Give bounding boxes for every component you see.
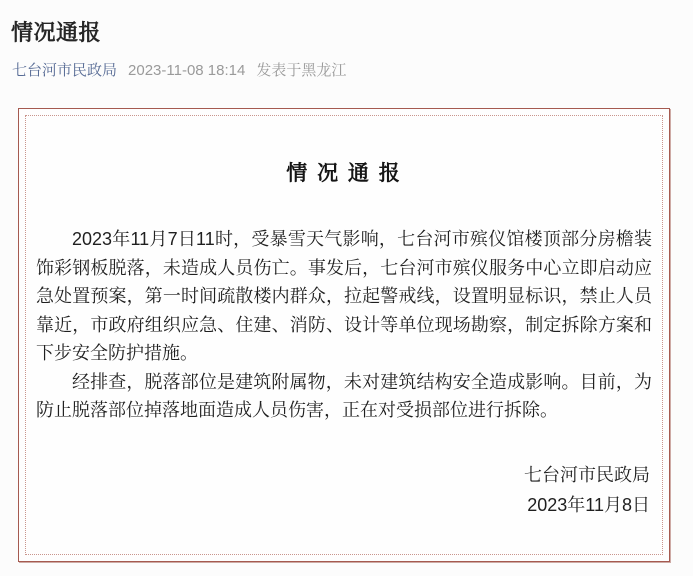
signature-org: 七台河市民政局 <box>524 464 650 485</box>
page-title: 情况通报 <box>11 20 102 45</box>
account-name-link[interactable]: 七台河市民政局 <box>12 62 118 79</box>
notice-paragraph-1: 2023年11月7日11时，受暴雪天气影响，七台河市殡仪馆楼顶部分房檐装饰彩钢板脱落，未造成人员伤亡。事发后，七台河市殡仪服务中心立即启动应急处置预案，第一时间疏散楼内群众，拉起警戒线，设置明显标识，禁止人员靠近，市政府组织应急、住建、消防、设计等单位现场勘察，制定拆除方案和下步安全防护措施。 <box>36 229 652 363</box>
notice-title: 情 况 通 报 <box>286 162 402 185</box>
byline <box>12 59 346 80</box>
signature-block <box>36 460 652 520</box>
notice-box <box>18 108 670 562</box>
notice-paragraph-2: 经排查，脱落部位是建筑附属物，未对建筑结构安全造成影响。目前，为防止脱落部位掉落地面造成人员伤害，正在对受损部位进行拆除。 <box>36 371 652 420</box>
notice-inner-border <box>25 115 663 555</box>
publish-timestamp: 2023-11-08 18:14 <box>128 62 246 79</box>
publish-location: 发表于黑龙江 <box>256 62 347 79</box>
notice-body <box>36 225 652 425</box>
signature-date: 2023年11月8日 <box>527 494 650 515</box>
